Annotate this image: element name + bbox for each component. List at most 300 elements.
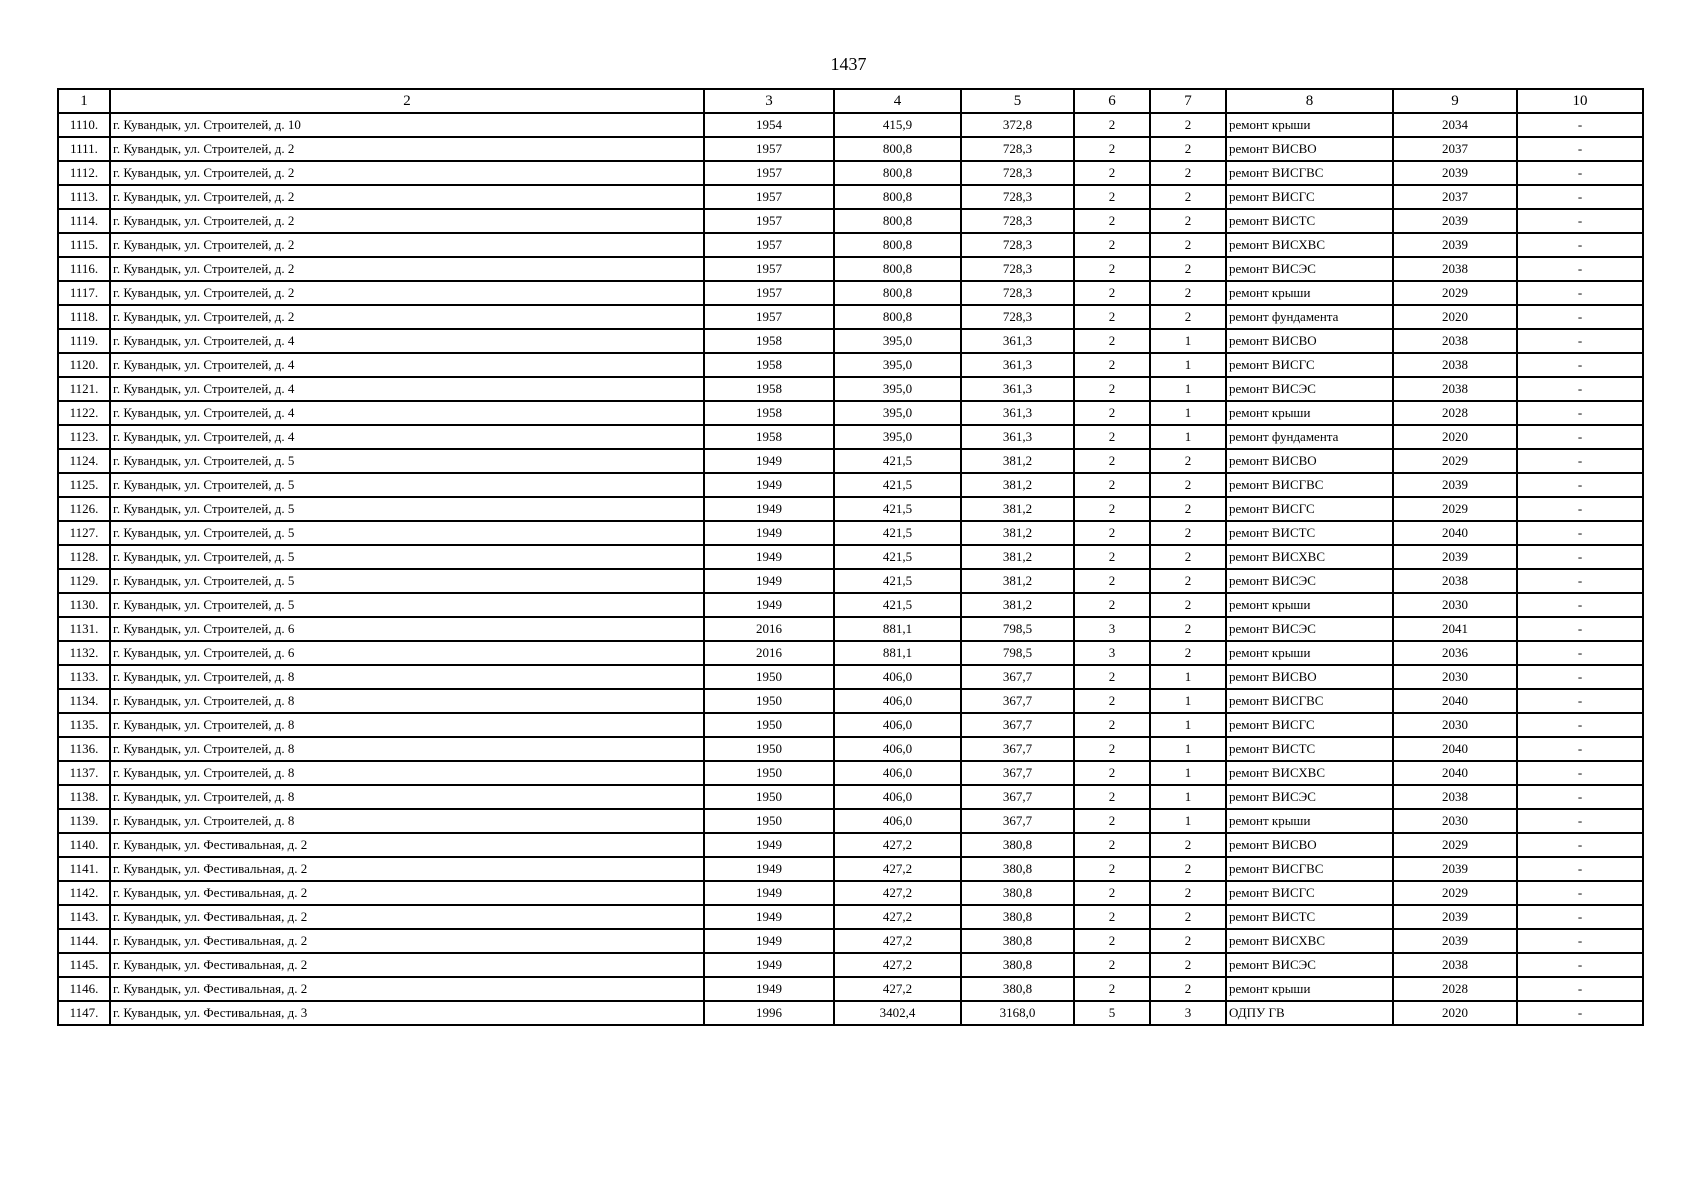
cell-note: - <box>1517 881 1643 905</box>
cell-entrances: 1 <box>1150 737 1226 761</box>
cell-floors: 2 <box>1074 977 1150 1001</box>
cell-living-area: 381,2 <box>961 593 1074 617</box>
cell-note: - <box>1517 977 1643 1001</box>
cell-build-year: 1949 <box>704 977 834 1001</box>
cell-note: - <box>1517 713 1643 737</box>
cell-address: г. Кувандык, ул. Строителей, д. 5 <box>110 593 704 617</box>
cell-note: - <box>1517 569 1643 593</box>
cell-row-number: 1145. <box>58 953 110 977</box>
cell-living-area: 361,3 <box>961 425 1074 449</box>
cell-planned-year: 2030 <box>1393 713 1517 737</box>
cell-address: г. Кувандык, ул. Строителей, д. 2 <box>110 185 704 209</box>
cell-total-area: 427,2 <box>834 905 961 929</box>
table-row <box>58 497 1643 521</box>
cell-living-area: 380,8 <box>961 977 1074 1001</box>
table-row <box>58 785 1643 809</box>
cell-note: - <box>1517 833 1643 857</box>
cell-address: г. Кувандык, ул. Фестивальная, д. 2 <box>110 905 704 929</box>
cell-total-area: 3402,4 <box>834 1001 961 1025</box>
cell-address: г. Кувандык, ул. Строителей, д. 8 <box>110 785 704 809</box>
cell-work-type: ремонт ВИСХВС <box>1226 233 1393 257</box>
cell-planned-year: 2029 <box>1393 833 1517 857</box>
table-row <box>58 545 1643 569</box>
cell-row-number: 1142. <box>58 881 110 905</box>
cell-floors: 2 <box>1074 161 1150 185</box>
cell-build-year: 1958 <box>704 377 834 401</box>
cell-living-area: 728,3 <box>961 209 1074 233</box>
cell-total-area: 406,0 <box>834 785 961 809</box>
cell-work-type: ремонт ВИСГС <box>1226 497 1393 521</box>
cell-floors: 2 <box>1074 737 1150 761</box>
cell-entrances: 2 <box>1150 161 1226 185</box>
cell-planned-year: 2041 <box>1393 617 1517 641</box>
cell-row-number: 1120. <box>58 353 110 377</box>
cell-entrances: 2 <box>1150 521 1226 545</box>
cell-work-type: ремонт крыши <box>1226 641 1393 665</box>
cell-build-year: 1958 <box>704 329 834 353</box>
cell-living-area: 381,2 <box>961 521 1074 545</box>
col-header-8: 8 <box>1226 89 1393 113</box>
cell-build-year: 1949 <box>704 953 834 977</box>
cell-planned-year: 2038 <box>1393 329 1517 353</box>
cell-work-type: ремонт ВИСЭС <box>1226 953 1393 977</box>
cell-address: г. Кувандык, ул. Строителей, д. 2 <box>110 161 704 185</box>
cell-build-year: 1949 <box>704 545 834 569</box>
table-row <box>58 617 1643 641</box>
cell-row-number: 1123. <box>58 425 110 449</box>
cell-entrances: 2 <box>1150 881 1226 905</box>
col-header-6: 6 <box>1074 89 1150 113</box>
cell-work-type: ремонт ВИСГС <box>1226 713 1393 737</box>
cell-address: г. Кувандык, ул. Строителей, д. 2 <box>110 209 704 233</box>
cell-floors: 2 <box>1074 545 1150 569</box>
cell-address: г. Кувандык, ул. Строителей, д. 5 <box>110 521 704 545</box>
table-row <box>58 641 1643 665</box>
cell-floors: 2 <box>1074 713 1150 737</box>
cell-work-type: ремонт ВИСТС <box>1226 737 1393 761</box>
cell-living-area: 361,3 <box>961 329 1074 353</box>
cell-note: - <box>1517 689 1643 713</box>
cell-work-type: ремонт ВИСТС <box>1226 905 1393 929</box>
cell-note: - <box>1517 905 1643 929</box>
cell-work-type: ремонт ВИСЭС <box>1226 257 1393 281</box>
cell-entrances: 2 <box>1150 569 1226 593</box>
cell-row-number: 1128. <box>58 545 110 569</box>
cell-note: - <box>1517 497 1643 521</box>
cell-planned-year: 2039 <box>1393 233 1517 257</box>
page-number: 1437 <box>830 54 867 74</box>
cell-note: - <box>1517 617 1643 641</box>
cell-build-year: 1958 <box>704 401 834 425</box>
cell-living-area: 728,3 <box>961 257 1074 281</box>
cell-total-area: 800,8 <box>834 137 961 161</box>
cell-build-year: 1949 <box>704 569 834 593</box>
table-row <box>58 857 1643 881</box>
cell-note: - <box>1517 137 1643 161</box>
cell-floors: 2 <box>1074 377 1150 401</box>
cell-planned-year: 2039 <box>1393 905 1517 929</box>
table-row <box>58 953 1643 977</box>
table-row <box>58 137 1643 161</box>
cell-note: - <box>1517 929 1643 953</box>
cell-address: г. Кувандык, ул. Строителей, д. 4 <box>110 353 704 377</box>
table-row <box>58 233 1643 257</box>
cell-row-number: 1117. <box>58 281 110 305</box>
cell-floors: 2 <box>1074 761 1150 785</box>
cell-living-area: 380,8 <box>961 905 1074 929</box>
cell-living-area: 361,3 <box>961 401 1074 425</box>
table-row <box>58 185 1643 209</box>
cell-address: г. Кувандык, ул. Строителей, д. 5 <box>110 449 704 473</box>
cell-total-area: 421,5 <box>834 569 961 593</box>
cell-floors: 2 <box>1074 449 1150 473</box>
cell-address: г. Кувандык, ул. Строителей, д. 5 <box>110 569 704 593</box>
cell-build-year: 1949 <box>704 929 834 953</box>
cell-work-type: ремонт крыши <box>1226 401 1393 425</box>
cell-planned-year: 2040 <box>1393 761 1517 785</box>
cell-floors: 2 <box>1074 401 1150 425</box>
col-header-9: 9 <box>1393 89 1517 113</box>
cell-entrances: 1 <box>1150 401 1226 425</box>
cell-entrances: 2 <box>1150 257 1226 281</box>
table-row <box>58 569 1643 593</box>
cell-total-area: 395,0 <box>834 401 961 425</box>
cell-entrances: 1 <box>1150 809 1226 833</box>
cell-note: - <box>1517 449 1643 473</box>
cell-work-type: ремонт ВИСВО <box>1226 833 1393 857</box>
cell-row-number: 1144. <box>58 929 110 953</box>
cell-floors: 2 <box>1074 521 1150 545</box>
cell-work-type: ремонт ВИСЭС <box>1226 377 1393 401</box>
cell-entrances: 2 <box>1150 305 1226 329</box>
table-row <box>58 401 1643 425</box>
cell-entrances: 1 <box>1150 761 1226 785</box>
cell-floors: 2 <box>1074 689 1150 713</box>
cell-work-type: ремонт ВИСВО <box>1226 137 1393 161</box>
cell-note: - <box>1517 1001 1643 1025</box>
cell-note: - <box>1517 281 1643 305</box>
table-body <box>58 113 1643 1025</box>
cell-note: - <box>1517 521 1643 545</box>
cell-address: г. Кувандык, ул. Фестивальная, д. 2 <box>110 881 704 905</box>
cell-entrances: 1 <box>1150 353 1226 377</box>
cell-note: - <box>1517 233 1643 257</box>
cell-floors: 2 <box>1074 473 1150 497</box>
cell-note: - <box>1517 473 1643 497</box>
cell-build-year: 1957 <box>704 281 834 305</box>
cell-total-area: 427,2 <box>834 881 961 905</box>
cell-note: - <box>1517 593 1643 617</box>
cell-build-year: 1950 <box>704 785 834 809</box>
cell-build-year: 1949 <box>704 449 834 473</box>
col-header-2: 2 <box>110 89 704 113</box>
cell-note: - <box>1517 185 1643 209</box>
table-row <box>58 665 1643 689</box>
cell-row-number: 1126. <box>58 497 110 521</box>
cell-row-number: 1131. <box>58 617 110 641</box>
cell-total-area: 395,0 <box>834 329 961 353</box>
cell-floors: 2 <box>1074 953 1150 977</box>
table-row <box>58 833 1643 857</box>
cell-note: - <box>1517 857 1643 881</box>
cell-entrances: 3 <box>1150 1001 1226 1025</box>
cell-entrances: 1 <box>1150 689 1226 713</box>
cell-living-area: 367,7 <box>961 785 1074 809</box>
cell-total-area: 421,5 <box>834 593 961 617</box>
cell-work-type: ремонт ВИСГС <box>1226 185 1393 209</box>
cell-entrances: 2 <box>1150 185 1226 209</box>
cell-total-area: 395,0 <box>834 353 961 377</box>
cell-floors: 3 <box>1074 617 1150 641</box>
table-row <box>58 329 1643 353</box>
col-header-1: 1 <box>58 89 110 113</box>
cell-build-year: 1949 <box>704 905 834 929</box>
cell-note: - <box>1517 353 1643 377</box>
cell-address: г. Кувандык, ул. Строителей, д. 8 <box>110 689 704 713</box>
cell-build-year: 1950 <box>704 761 834 785</box>
cell-floors: 2 <box>1074 497 1150 521</box>
cell-row-number: 1127. <box>58 521 110 545</box>
cell-entrances: 1 <box>1150 425 1226 449</box>
cell-address: г. Кувандык, ул. Строителей, д. 4 <box>110 377 704 401</box>
cell-planned-year: 2040 <box>1393 737 1517 761</box>
cell-build-year: 2016 <box>704 617 834 641</box>
cell-floors: 2 <box>1074 569 1150 593</box>
table-row <box>58 737 1643 761</box>
cell-work-type: ремонт ВИСГВС <box>1226 689 1393 713</box>
cell-total-area: 427,2 <box>834 857 961 881</box>
table-row <box>58 1001 1643 1025</box>
cell-total-area: 406,0 <box>834 809 961 833</box>
cell-note: - <box>1517 209 1643 233</box>
cell-living-area: 381,2 <box>961 569 1074 593</box>
cell-work-type: ОДПУ ГВ <box>1226 1001 1393 1025</box>
cell-living-area: 798,5 <box>961 617 1074 641</box>
cell-living-area: 381,2 <box>961 473 1074 497</box>
cell-note: - <box>1517 665 1643 689</box>
cell-build-year: 1949 <box>704 593 834 617</box>
cell-work-type: ремонт крыши <box>1226 977 1393 1001</box>
cell-total-area: 395,0 <box>834 377 961 401</box>
cell-row-number: 1134. <box>58 689 110 713</box>
cell-entrances: 2 <box>1150 593 1226 617</box>
cell-work-type: ремонт ВИСХВС <box>1226 545 1393 569</box>
cell-planned-year: 2034 <box>1393 113 1517 137</box>
cell-work-type: ремонт ВИСГВС <box>1226 473 1393 497</box>
cell-living-area: 380,8 <box>961 857 1074 881</box>
cell-planned-year: 2038 <box>1393 257 1517 281</box>
cell-build-year: 1949 <box>704 881 834 905</box>
cell-total-area: 881,1 <box>834 641 961 665</box>
cell-build-year: 1957 <box>704 161 834 185</box>
cell-planned-year: 2029 <box>1393 881 1517 905</box>
cell-floors: 2 <box>1074 305 1150 329</box>
cell-total-area: 427,2 <box>834 929 961 953</box>
cell-planned-year: 2029 <box>1393 281 1517 305</box>
cell-row-number: 1118. <box>58 305 110 329</box>
cell-floors: 2 <box>1074 185 1150 209</box>
cell-total-area: 421,5 <box>834 497 961 521</box>
cell-total-area: 800,8 <box>834 257 961 281</box>
cell-address: г. Кувандык, ул. Строителей, д. 10 <box>110 113 704 137</box>
cell-work-type: ремонт крыши <box>1226 281 1393 305</box>
cell-planned-year: 2028 <box>1393 977 1517 1001</box>
cell-work-type: ремонт фундамента <box>1226 305 1393 329</box>
cell-address: г. Кувандык, ул. Строителей, д. 5 <box>110 497 704 521</box>
table-row <box>58 113 1643 137</box>
cell-living-area: 380,8 <box>961 881 1074 905</box>
table-row <box>58 209 1643 233</box>
cell-total-area: 427,2 <box>834 953 961 977</box>
cell-living-area: 728,3 <box>961 305 1074 329</box>
cell-row-number: 1139. <box>58 809 110 833</box>
cell-work-type: ремонт ВИСТС <box>1226 521 1393 545</box>
cell-build-year: 1949 <box>704 521 834 545</box>
cell-note: - <box>1517 329 1643 353</box>
cell-entrances: 2 <box>1150 833 1226 857</box>
cell-total-area: 406,0 <box>834 713 961 737</box>
cell-living-area: 367,7 <box>961 809 1074 833</box>
col-header-4: 4 <box>834 89 961 113</box>
cell-entrances: 1 <box>1150 665 1226 689</box>
cell-row-number: 1129. <box>58 569 110 593</box>
cell-build-year: 1957 <box>704 233 834 257</box>
cell-total-area: 406,0 <box>834 689 961 713</box>
cell-row-number: 1141. <box>58 857 110 881</box>
cell-work-type: ремонт ВИСВО <box>1226 329 1393 353</box>
cell-build-year: 1957 <box>704 257 834 281</box>
cell-planned-year: 2030 <box>1393 809 1517 833</box>
cell-address: г. Кувандык, ул. Строителей, д. 8 <box>110 713 704 737</box>
cell-work-type: ремонт ВИСЭС <box>1226 785 1393 809</box>
cell-floors: 2 <box>1074 113 1150 137</box>
cell-floors: 2 <box>1074 929 1150 953</box>
cell-living-area: 728,3 <box>961 185 1074 209</box>
cell-planned-year: 2029 <box>1393 449 1517 473</box>
cell-planned-year: 2020 <box>1393 1001 1517 1025</box>
cell-build-year: 1954 <box>704 113 834 137</box>
cell-row-number: 1115. <box>58 233 110 257</box>
cell-living-area: 361,3 <box>961 353 1074 377</box>
cell-living-area: 367,7 <box>961 665 1074 689</box>
cell-planned-year: 2030 <box>1393 665 1517 689</box>
cell-living-area: 361,3 <box>961 377 1074 401</box>
cell-row-number: 1111. <box>58 137 110 161</box>
cell-floors: 2 <box>1074 785 1150 809</box>
table-row <box>58 257 1643 281</box>
cell-entrances: 2 <box>1150 905 1226 929</box>
cell-total-area: 421,5 <box>834 545 961 569</box>
cell-entrances: 1 <box>1150 785 1226 809</box>
cell-entrances: 2 <box>1150 617 1226 641</box>
table-row <box>58 161 1643 185</box>
cell-floors: 2 <box>1074 281 1150 305</box>
cell-address: г. Кувандык, ул. Строителей, д. 8 <box>110 761 704 785</box>
cell-build-year: 1950 <box>704 665 834 689</box>
cell-floors: 2 <box>1074 353 1150 377</box>
cell-address: г. Кувандык, ул. Строителей, д. 4 <box>110 425 704 449</box>
cell-total-area: 415,9 <box>834 113 961 137</box>
cell-entrances: 1 <box>1150 713 1226 737</box>
cell-total-area: 406,0 <box>834 761 961 785</box>
cell-work-type: ремонт крыши <box>1226 809 1393 833</box>
cell-row-number: 1124. <box>58 449 110 473</box>
cell-floors: 2 <box>1074 257 1150 281</box>
cell-entrances: 2 <box>1150 497 1226 521</box>
cell-planned-year: 2040 <box>1393 689 1517 713</box>
cell-note: - <box>1517 785 1643 809</box>
cell-note: - <box>1517 257 1643 281</box>
cell-planned-year: 2039 <box>1393 473 1517 497</box>
cell-entrances: 2 <box>1150 233 1226 257</box>
cell-floors: 5 <box>1074 1001 1150 1025</box>
cell-planned-year: 2028 <box>1393 401 1517 425</box>
cell-row-number: 1119. <box>58 329 110 353</box>
cell-work-type: ремонт фундамента <box>1226 425 1393 449</box>
cell-address: г. Кувандык, ул. Строителей, д. 6 <box>110 617 704 641</box>
cell-build-year: 1949 <box>704 833 834 857</box>
cell-entrances: 2 <box>1150 641 1226 665</box>
cell-work-type: ремонт ВИСЭС <box>1226 569 1393 593</box>
cell-planned-year: 2038 <box>1393 353 1517 377</box>
cell-address: г. Кувандык, ул. Строителей, д. 6 <box>110 641 704 665</box>
cell-row-number: 1125. <box>58 473 110 497</box>
cell-row-number: 1137. <box>58 761 110 785</box>
cell-address: г. Кувандык, ул. Строителей, д. 8 <box>110 665 704 689</box>
cell-planned-year: 2038 <box>1393 785 1517 809</box>
cell-note: - <box>1517 737 1643 761</box>
cell-note: - <box>1517 305 1643 329</box>
cell-row-number: 1114. <box>58 209 110 233</box>
cell-work-type: ремонт крыши <box>1226 593 1393 617</box>
cell-planned-year: 2020 <box>1393 425 1517 449</box>
cell-living-area: 728,3 <box>961 137 1074 161</box>
cell-build-year: 1957 <box>704 209 834 233</box>
cell-work-type: ремонт ВИСВО <box>1226 665 1393 689</box>
cell-living-area: 728,3 <box>961 281 1074 305</box>
cell-work-type: ремонт ВИСГС <box>1226 353 1393 377</box>
cell-address: г. Кувандык, ул. Строителей, д. 2 <box>110 281 704 305</box>
cell-living-area: 380,8 <box>961 929 1074 953</box>
cell-total-area: 395,0 <box>834 425 961 449</box>
cell-work-type: ремонт ВИСГВС <box>1226 857 1393 881</box>
cell-build-year: 1957 <box>704 305 834 329</box>
cell-total-area: 800,8 <box>834 281 961 305</box>
cell-note: - <box>1517 953 1643 977</box>
cell-total-area: 421,5 <box>834 473 961 497</box>
table-row <box>58 353 1643 377</box>
cell-entrances: 2 <box>1150 449 1226 473</box>
cell-living-area: 367,7 <box>961 689 1074 713</box>
cell-address: г. Кувандык, ул. Строителей, д. 2 <box>110 137 704 161</box>
cell-address: г. Кувандык, ул. Строителей, д. 8 <box>110 809 704 833</box>
cell-floors: 3 <box>1074 641 1150 665</box>
cell-address: г. Кувандык, ул. Фестивальная, д. 2 <box>110 833 704 857</box>
table-row <box>58 305 1643 329</box>
cell-total-area: 406,0 <box>834 665 961 689</box>
cell-note: - <box>1517 425 1643 449</box>
table-row <box>58 449 1643 473</box>
cell-entrances: 2 <box>1150 209 1226 233</box>
cell-floors: 2 <box>1074 233 1150 257</box>
cell-floors: 2 <box>1074 665 1150 689</box>
cell-entrances: 1 <box>1150 377 1226 401</box>
cell-planned-year: 2030 <box>1393 593 1517 617</box>
cell-planned-year: 2038 <box>1393 377 1517 401</box>
cell-total-area: 406,0 <box>834 737 961 761</box>
cell-floors: 2 <box>1074 593 1150 617</box>
cell-build-year: 1958 <box>704 425 834 449</box>
